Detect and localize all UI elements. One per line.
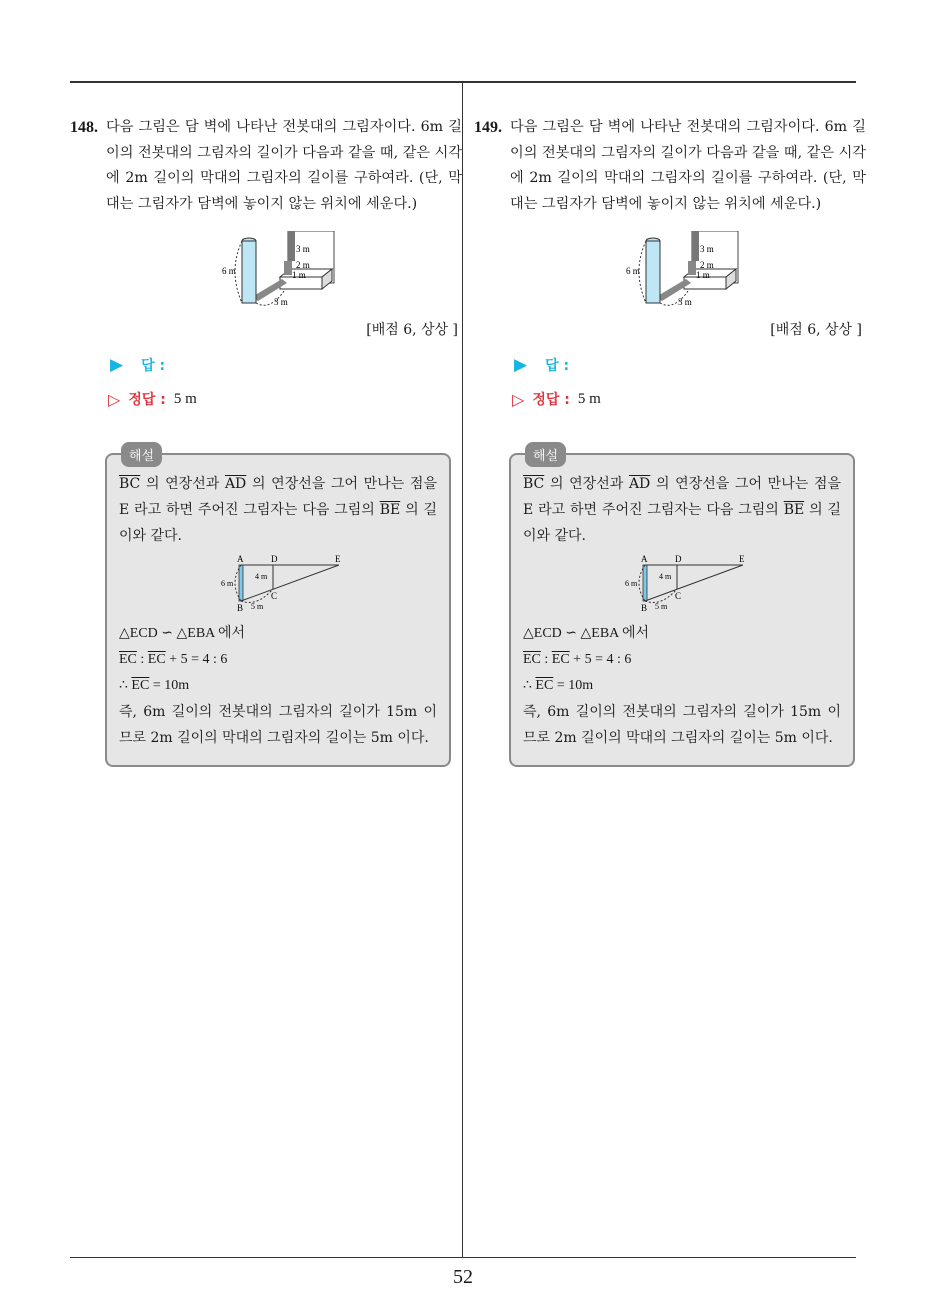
segment-ad: $\overline{AD}$ xyxy=(224,476,247,492)
pole-height-bracket xyxy=(639,241,646,303)
exp-part: 의 연장선과 xyxy=(140,476,225,492)
problem-number: 149. xyxy=(474,119,502,136)
problem-149 xyxy=(474,115,866,767)
correct-answer-row xyxy=(108,389,462,409)
pole-icon xyxy=(242,241,256,303)
result-line xyxy=(523,673,841,699)
ratio-rest: + 5 = 4 : 6 xyxy=(569,652,632,667)
ratio-line xyxy=(523,647,841,673)
label-e: E xyxy=(335,555,341,564)
correct-label: 정답 : xyxy=(128,392,166,408)
pole-height-bracket xyxy=(235,241,242,303)
line-be xyxy=(645,565,743,601)
problem-148 xyxy=(70,115,462,767)
pole-label: 6 m xyxy=(222,266,236,276)
similarity-line: △ECD ∽ △EBA 에서 xyxy=(523,626,650,641)
mid-label: 4 m xyxy=(255,572,268,581)
pole-label: 6 m xyxy=(626,266,640,276)
label-d: D xyxy=(271,555,278,564)
answer-label: 답 : xyxy=(141,358,166,374)
wall-height-label: 3 m xyxy=(296,244,310,254)
wall-width-label: 2 m xyxy=(700,260,714,270)
exp-part: 의 연장선을 그어 만나는 점을 E 라고 하면 주어진 그림자는 다음 그림의 xyxy=(119,476,437,518)
label-b: B xyxy=(237,603,244,613)
correct-label: 정답 : xyxy=(532,392,570,408)
problem-number: 148. xyxy=(70,119,98,136)
label-d: D xyxy=(675,555,682,564)
wall-width-label: 2 m xyxy=(296,260,310,270)
result-line xyxy=(119,673,437,699)
ratio-colon: : xyxy=(136,652,148,667)
similar-triangles-diagram xyxy=(221,555,351,615)
segment-ec: $\overline{EC}$ xyxy=(535,678,554,693)
therefore-symbol: ∴ xyxy=(523,678,536,693)
ratio-rest: + 5 = 4 : 6 xyxy=(165,652,228,667)
play-icon: ▶ xyxy=(514,355,528,375)
segment-ad: $\overline{AD}$ xyxy=(628,476,651,492)
label-a: A xyxy=(641,555,648,564)
wall-shadow-mid xyxy=(284,261,292,275)
explanation-text xyxy=(523,471,841,549)
wall-shadow xyxy=(288,231,295,261)
therefore-symbol: ∴ xyxy=(119,678,132,693)
label-e: E xyxy=(739,555,745,564)
base-label: 5 m xyxy=(251,602,264,611)
segment-ec: $\overline{EC}$ xyxy=(131,678,150,693)
page-number: 52 xyxy=(453,1266,473,1288)
answer-row xyxy=(110,355,462,375)
segment-be: $\overline{BE}$ xyxy=(379,502,401,518)
answer-row xyxy=(514,355,866,375)
label-b: B xyxy=(641,603,648,613)
wall-shadow xyxy=(692,231,699,261)
mid-label: 4 m xyxy=(659,572,672,581)
correct-value: 5 m xyxy=(577,390,601,407)
play-icon: ▶ xyxy=(110,355,124,375)
line-be xyxy=(241,565,339,601)
exp-part: 의 연장선을 그어 만나는 점을 E 라고 하면 주어진 그림자는 다음 그림의 xyxy=(523,476,841,518)
question-text: 다음 그림은 담 벽에 나타난 전봇대의 그림자이다. 6m 길이의 전봇대의 그림자의 길이가 다음과 같을 때, 같은 시각에 2m 길이의 막대의 그림자의 길이를 구하여라. (단, 막대는 그림자가 담벽에 놓이지 않는 위치에 세운다.) xyxy=(510,119,866,212)
answer-label: 답 : xyxy=(545,358,570,374)
column-divider xyxy=(462,83,463,1257)
pole-bar xyxy=(643,565,647,601)
label-c: C xyxy=(271,591,278,601)
exp-part: 의 길이와 같다. xyxy=(119,502,437,544)
height-label: 6 m xyxy=(625,579,638,588)
base-label: 5 m xyxy=(655,602,668,611)
segment-ec: $\overline{EC}$ xyxy=(551,652,570,667)
outline-play-icon: ▷ xyxy=(512,389,525,409)
label-c: C xyxy=(675,591,682,601)
segment-ec: $\overline{EC}$ xyxy=(119,652,137,667)
exp-part: 의 길이와 같다. xyxy=(523,502,841,544)
ratio-colon: : xyxy=(540,652,552,667)
score: [배점 6, 상상 ] xyxy=(366,322,458,338)
explanation-tag: 해설 xyxy=(525,442,566,467)
label-a: A xyxy=(237,555,244,564)
conclusion-text: 즉, 6m 길이의 전봇대의 그림자의 길이가 15m 이므로 2m 길이의 막대의 그림자의 길이는 5m 이다. xyxy=(119,704,437,746)
explanation-box xyxy=(509,449,855,767)
height-label: 6 m xyxy=(221,579,234,588)
segment-bc: $\overline{BC}$ xyxy=(523,476,545,492)
similarity-line: △ECD ∽ △EBA 에서 xyxy=(119,626,246,641)
segment-ec: $\overline{EC}$ xyxy=(523,652,541,667)
wall-height-label: 3 m xyxy=(700,244,714,254)
correct-answer-row xyxy=(512,389,866,409)
top-rule xyxy=(70,81,856,83)
question xyxy=(474,115,866,217)
ground-label: 3 m xyxy=(678,297,692,307)
result-value: = 10m xyxy=(149,678,190,693)
similar-triangles-diagram xyxy=(625,555,755,615)
question-text: 다음 그림은 담 벽에 나타난 전봇대의 그림자이다. 6m 길이의 전봇대의 그림자의 길이가 다음과 같을 때, 같은 시각에 2m 길이의 막대의 그림자의 길이를 구하여라. (단, 막대는 그림자가 담벽에 놓이지 않는 위치에 세운다.) xyxy=(106,119,462,212)
explanation-tag: 해설 xyxy=(121,442,162,467)
question xyxy=(70,115,462,217)
wall-depth-label: 1 m xyxy=(292,270,306,280)
pole-icon xyxy=(646,241,660,303)
result-value: = 10m xyxy=(553,678,594,693)
pole-bar xyxy=(239,565,243,601)
segment-ec: $\overline{EC}$ xyxy=(147,652,166,667)
ground-label: 3 m xyxy=(274,297,288,307)
score: [배점 6, 상상 ] xyxy=(770,322,862,338)
bottom-rule xyxy=(70,1257,856,1258)
outline-play-icon: ▷ xyxy=(108,389,121,409)
pole-shadow-figure xyxy=(626,231,746,315)
pole-shadow-figure xyxy=(222,231,342,315)
wall-depth-label: 1 m xyxy=(696,270,710,280)
correct-value: 5 m xyxy=(173,390,197,407)
conclusion-text: 즉, 6m 길이의 전봇대의 그림자의 길이가 15m 이므로 2m 길이의 막대의 그림자의 길이는 5m 이다. xyxy=(523,704,841,746)
segment-bc: $\overline{BC}$ xyxy=(119,476,141,492)
exp-part: 의 연장선과 xyxy=(544,476,629,492)
ratio-line xyxy=(119,647,437,673)
segment-be: $\overline{BE}$ xyxy=(783,502,805,518)
explanation-text xyxy=(119,471,437,549)
explanation-box xyxy=(105,449,451,767)
wall-shadow-mid xyxy=(688,261,696,275)
